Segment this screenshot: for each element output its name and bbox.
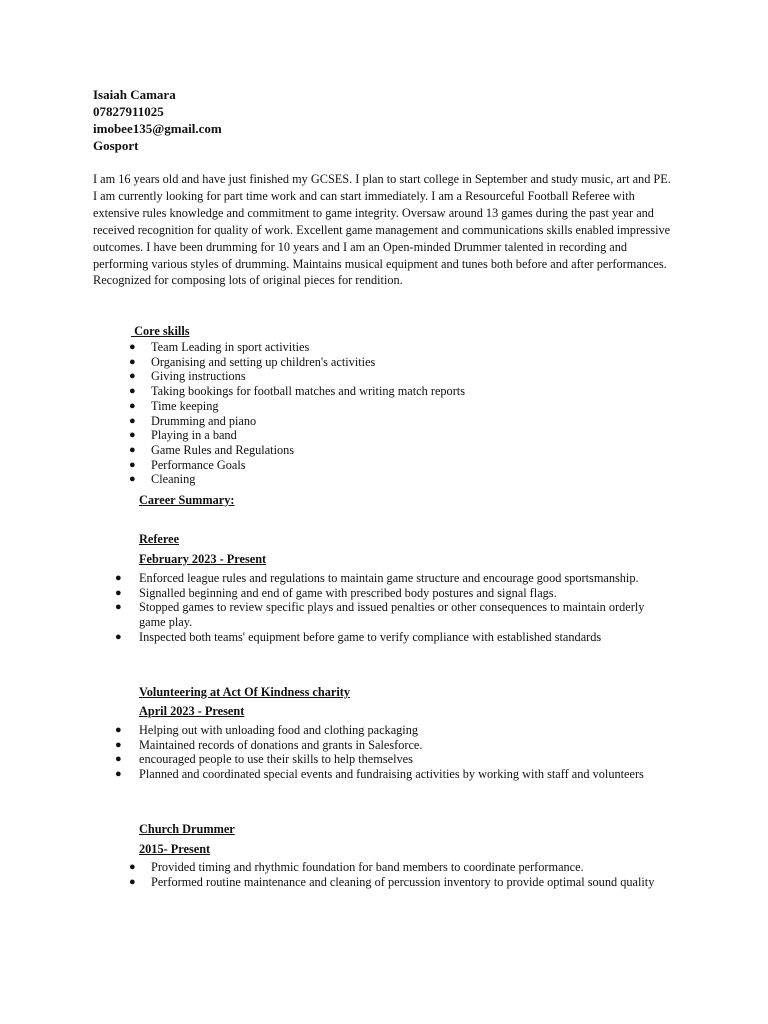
bullet-icon: ● (129, 341, 136, 353)
bullet-icon: ● (115, 724, 122, 736)
job-dates-referee: February 2023 - Present (139, 552, 267, 566)
contact-name: Isaiah Camara (93, 87, 176, 102)
core-skills-list (129, 340, 671, 487)
bullet-icon: ● (129, 861, 136, 873)
list-item: ● Taking bookings for football matches and writing match reports (129, 384, 466, 399)
bullet-icon: ● (115, 738, 122, 751)
list-item: ● Provided timing and rhythmic foundation for band members to coordinate performance. (129, 860, 584, 874)
list-item: ● Game Rules and Regulations (129, 442, 295, 457)
referee-duties-list (115, 571, 659, 645)
personal-summary: I am 16 years old and have just finished my GCSES. I plan to start college in September and study music, art and PE. I am currently looking for part time work and can start immediately. I am a Resourceful Football Referee with extensive rules knowledge and commitment to game integrity. Oversaw around 13 games during the past year and received recognition for quality of work. Excellent game management and communications skills enabled impressive outcomes. I have been drumming for 10 years and I am an Open-minded Drummer talented in recording and performing various styles of drumming. Maintains musical equipment and tunes both before and after performances. Recognized for composing lots of original pieces for rendition. (93, 172, 671, 288)
contact-location: Gosport (93, 138, 139, 153)
list-item: ● Maintained records of donations and grants in Salesforce. (115, 737, 423, 752)
contact-phone: 07827911025 (93, 104, 164, 119)
core-skills-heading: Core skills (131, 324, 190, 338)
list-item: ● encouraged people to use their skills to help themselves (115, 752, 413, 767)
contact-block (93, 86, 222, 154)
list-item: ● Performed routine maintenance and cleaning of percussion inventory to provide optimal sound quality (129, 874, 655, 889)
list-item: ● Time keeping (129, 398, 219, 413)
bullet-icon: ● (129, 875, 136, 888)
bullet-icon: ● (115, 601, 122, 614)
list-item: ● Enforced league rules and regulations to maintain game structure and encourage good sportsmanship. (115, 571, 639, 585)
job-dates-church-drummer: 2015- Present (139, 842, 211, 856)
bullet-icon: ● (129, 429, 136, 442)
bullet-icon: ● (129, 385, 136, 398)
bullet-icon: ● (115, 630, 122, 643)
job-title-volunteering: Volunteering at Act Of Kindness charity (139, 685, 350, 699)
list-item: ● Team Leading in sport activities (129, 340, 310, 354)
list-item: ● Playing in a band (129, 428, 237, 443)
job-dates-volunteering: April 2023 - Present (139, 704, 245, 718)
bullet-icon: ● (115, 768, 122, 781)
bullet-icon: ● (129, 473, 136, 486)
church-drummer-duties-list (129, 860, 671, 889)
list-item: ● Organising and setting up children's activities (129, 354, 376, 369)
list-item: ● Inspected both teams' equipment before game to verify compliance with established standards (115, 629, 602, 644)
bullet-icon: ● (115, 572, 122, 584)
volunteering-duties-list (115, 723, 659, 782)
list-item: ● Helping out with unloading food and clothing packaging (115, 723, 419, 737)
list-item: ● Signalled beginning and end of game with prescribed body postures and signal flags. (115, 585, 557, 600)
bullet-icon: ● (115, 753, 122, 766)
bullet-icon: ● (129, 355, 136, 368)
job-title-church-drummer: Church Drummer (139, 822, 235, 836)
bullet-icon: ● (129, 370, 136, 383)
list-item: ● Planned and coordinated special events and fundraising activities by working with staff and volunteers (115, 767, 644, 782)
bullet-icon: ● (129, 458, 136, 471)
contact-email: imobee135@gmail.com (93, 121, 222, 136)
list-item: ● Performance Goals (129, 457, 246, 472)
bullet-icon: ● (129, 414, 136, 427)
list-item: ● Drumming and piano (129, 413, 257, 428)
bullet-icon: ● (129, 399, 136, 412)
list-item: ● Cleaning (129, 472, 196, 487)
bullet-icon: ● (115, 586, 122, 599)
bullet-icon: ● (129, 443, 136, 456)
career-summary-heading: Career Summary: (139, 493, 235, 507)
list-item: ● Stopped games to review specific plays and issued penalties or other consequences to maintain orderly game play. (115, 600, 645, 630)
list-item: ● Giving instructions (129, 369, 246, 384)
job-title-referee: Referee (139, 532, 180, 546)
